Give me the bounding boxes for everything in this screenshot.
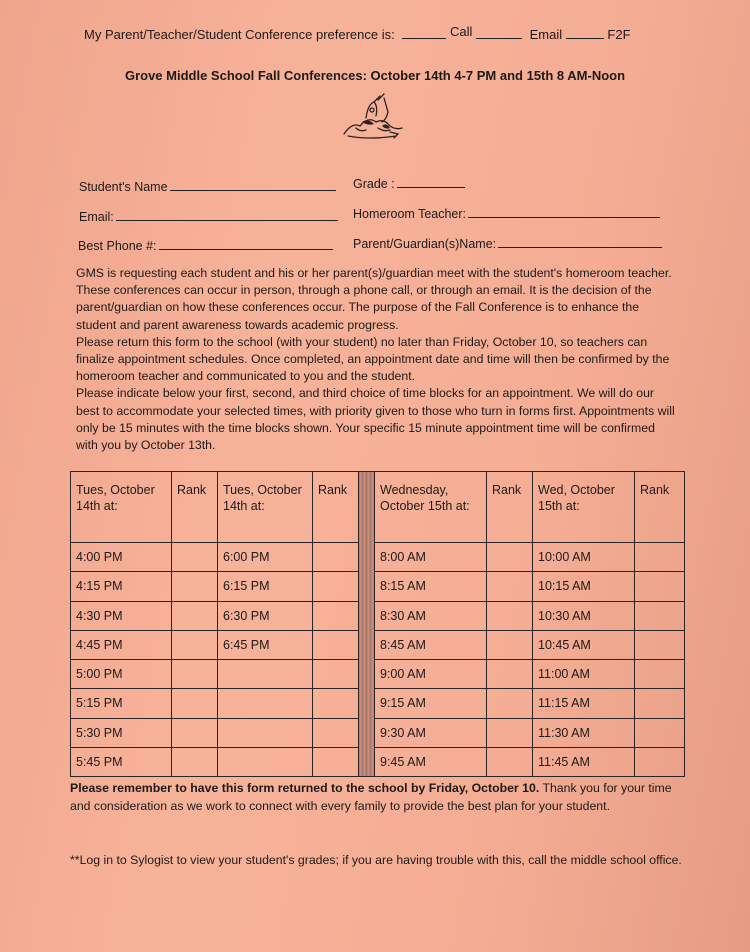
time-cell: [218, 747, 313, 776]
time-cell: 6:00 PM: [218, 543, 313, 572]
guardian-names-field: [353, 237, 662, 251]
time-cell: 9:00 AM: [375, 660, 487, 689]
header-rank: Rank: [487, 472, 533, 543]
header-wed-col1: Wednesday, October 15th at:: [375, 472, 487, 543]
table-row: [71, 543, 685, 572]
call-blank[interactable]: [402, 38, 446, 39]
rank-cell[interactable]: [487, 718, 533, 747]
header-wed-col2: Wed, October 15th at:: [533, 472, 635, 543]
homeroom-teacher-input[interactable]: [468, 217, 660, 218]
email-input[interactable]: [116, 220, 338, 221]
guardian-names-label: Parent/Guardian(s)Name:: [353, 237, 497, 251]
table-row: [71, 572, 685, 601]
time-cell: 6:45 PM: [218, 630, 313, 659]
mascot-sketch-icon: [338, 92, 408, 144]
rank-cell[interactable]: [172, 747, 218, 776]
homeroom-teacher-label: Homeroom Teacher:: [353, 207, 467, 221]
intro-paragraph: GMS is requesting each student and his or her parent(s)/guardian meet with the student's homeroom teacher. These conferences can occur in person, through a phone call, or through an email. It is the decision of the parent/guardian on how these conferences occur. The purpose of the Fall Conference is to enhance the student and parent awareness towards academic progress.: [76, 266, 672, 332]
header-tues-col1: Tues, October 14th at:: [71, 472, 172, 543]
rank-cell[interactable]: [487, 572, 533, 601]
rank-cell[interactable]: [172, 660, 218, 689]
rank-cell[interactable]: [635, 601, 685, 630]
time-cell: 4:30 PM: [71, 601, 172, 630]
footnote: **Log in to Sylogist to view your student's grades; if you are having trouble with this, call the middle school office.: [70, 853, 682, 867]
rank-cell[interactable]: [313, 601, 359, 630]
header-rank: Rank: [313, 472, 359, 543]
time-cell: 5:45 PM: [71, 747, 172, 776]
rank-cell[interactable]: [487, 689, 533, 718]
divider-column: [359, 472, 375, 777]
rank-cell[interactable]: [172, 572, 218, 601]
time-cell: 6:15 PM: [218, 572, 313, 601]
rank-cell[interactable]: [313, 660, 359, 689]
preference-email: Email: [529, 27, 563, 42]
homeroom-teacher-field: [353, 207, 660, 221]
header-tues-col2: Tues, October 14th at:: [218, 472, 313, 543]
rank-cell[interactable]: [313, 572, 359, 601]
rank-cell[interactable]: [635, 660, 685, 689]
table-row: [71, 689, 685, 718]
time-cell: 10:30 AM: [533, 601, 635, 630]
rank-cell[interactable]: [487, 747, 533, 776]
preference-call: Call: [449, 24, 473, 39]
grade-field: [353, 177, 465, 191]
preference-f2f: F2F: [607, 27, 631, 42]
time-cell: 4:00 PM: [71, 543, 172, 572]
time-cell: 11:30 AM: [533, 718, 635, 747]
rank-cell[interactable]: [635, 572, 685, 601]
rank-cell[interactable]: [172, 601, 218, 630]
student-name-input[interactable]: [170, 190, 336, 191]
time-cell: 6:30 PM: [218, 601, 313, 630]
rank-cell[interactable]: [172, 543, 218, 572]
intro-paragraph: Please indicate below your first, second, and third choice of time blocks for an appointment. We will do our best to accommodate your selected times, with priority given to those who turn in forms first. Appointments will only be 15 minutes with the time blocks shown. Your specific 15 minute appointment time will be confirmed with you by October 13th.: [76, 386, 675, 453]
rank-cell[interactable]: [313, 689, 359, 718]
rank-cell[interactable]: [635, 718, 685, 747]
time-cell: 5:15 PM: [71, 689, 172, 718]
grade-input[interactable]: [397, 187, 465, 188]
time-cell: [218, 689, 313, 718]
rank-cell[interactable]: [172, 718, 218, 747]
rank-cell[interactable]: [487, 543, 533, 572]
time-cell: 5:30 PM: [71, 718, 172, 747]
rank-cell[interactable]: [313, 630, 359, 659]
time-cell: 10:00 AM: [533, 543, 635, 572]
reminder-text: [70, 780, 690, 815]
header-rank: Rank: [635, 472, 685, 543]
table-header-row: [71, 472, 685, 543]
grade-label: Grade :: [353, 177, 395, 191]
rank-cell[interactable]: [635, 543, 685, 572]
rank-cell[interactable]: [487, 630, 533, 659]
time-cell: 4:45 PM: [71, 630, 172, 659]
time-block-table: [70, 471, 685, 777]
time-cell: 11:45 AM: [533, 747, 635, 776]
time-cell: 10:15 AM: [533, 572, 635, 601]
time-cell: 9:45 AM: [375, 747, 487, 776]
student-name-label: Student's Name: [79, 180, 168, 194]
time-cell: 8:00 AM: [375, 543, 487, 572]
time-cell: [218, 660, 313, 689]
time-cell: 9:30 AM: [375, 718, 487, 747]
time-cell: 9:15 AM: [375, 689, 487, 718]
time-cell: 4:15 PM: [71, 572, 172, 601]
table-row: [71, 747, 685, 776]
rank-cell[interactable]: [172, 630, 218, 659]
time-cell: 8:45 AM: [375, 630, 487, 659]
rank-cell[interactable]: [172, 689, 218, 718]
table-row: [71, 630, 685, 659]
intro-paragraph: Please return this form to the school (with your student) no later than Friday, October 10, so teachers can finalize appointment schedules. Once completed, an appointment date and time will then be confirmed by the homeroom teacher and communicated to you and the student.: [76, 334, 670, 384]
preference-label: My Parent/Teacher/Student Conference preference is:: [84, 27, 395, 42]
email-blank[interactable]: [476, 38, 522, 39]
time-cell: [218, 718, 313, 747]
rank-cell[interactable]: [635, 630, 685, 659]
rank-cell[interactable]: [313, 718, 359, 747]
preference-line: [84, 24, 631, 42]
email-field: [79, 210, 338, 224]
time-cell: 8:30 AM: [375, 601, 487, 630]
best-phone-field: [78, 239, 333, 253]
table-row: [71, 660, 685, 689]
intro-text: [76, 265, 676, 454]
table-row: [71, 601, 685, 630]
rank-cell[interactable]: [313, 747, 359, 776]
f2f-blank[interactable]: [566, 38, 604, 39]
time-cell: 11:00 AM: [533, 660, 635, 689]
reminder-rest: Thank you for your time and consideration as we work to connect with every family to provide the best plan for your student.: [70, 781, 672, 813]
guardian-names-input[interactable]: [498, 247, 662, 248]
rank-cell[interactable]: [313, 543, 359, 572]
rank-cell[interactable]: [487, 601, 533, 630]
time-cell: 11:15 AM: [533, 689, 635, 718]
best-phone-input[interactable]: [159, 249, 333, 250]
time-cell: 8:15 AM: [375, 572, 487, 601]
student-name-field: [79, 180, 336, 194]
header-rank: Rank: [172, 472, 218, 543]
email-label: Email:: [79, 210, 114, 224]
time-cell: 5:00 PM: [71, 660, 172, 689]
rank-cell[interactable]: [635, 747, 685, 776]
table-row: [71, 718, 685, 747]
rank-cell[interactable]: [487, 660, 533, 689]
rank-cell[interactable]: [635, 689, 685, 718]
time-cell: 10:45 AM: [533, 630, 635, 659]
reminder-bold: Please remember to have this form returned to the school by Friday, October 10.: [70, 781, 540, 795]
form-title: Grove Middle School Fall Conferences: October 14th 4-7 PM and 15th 8 AM-Noon: [124, 68, 626, 83]
best-phone-label: Best Phone #:: [78, 239, 157, 253]
